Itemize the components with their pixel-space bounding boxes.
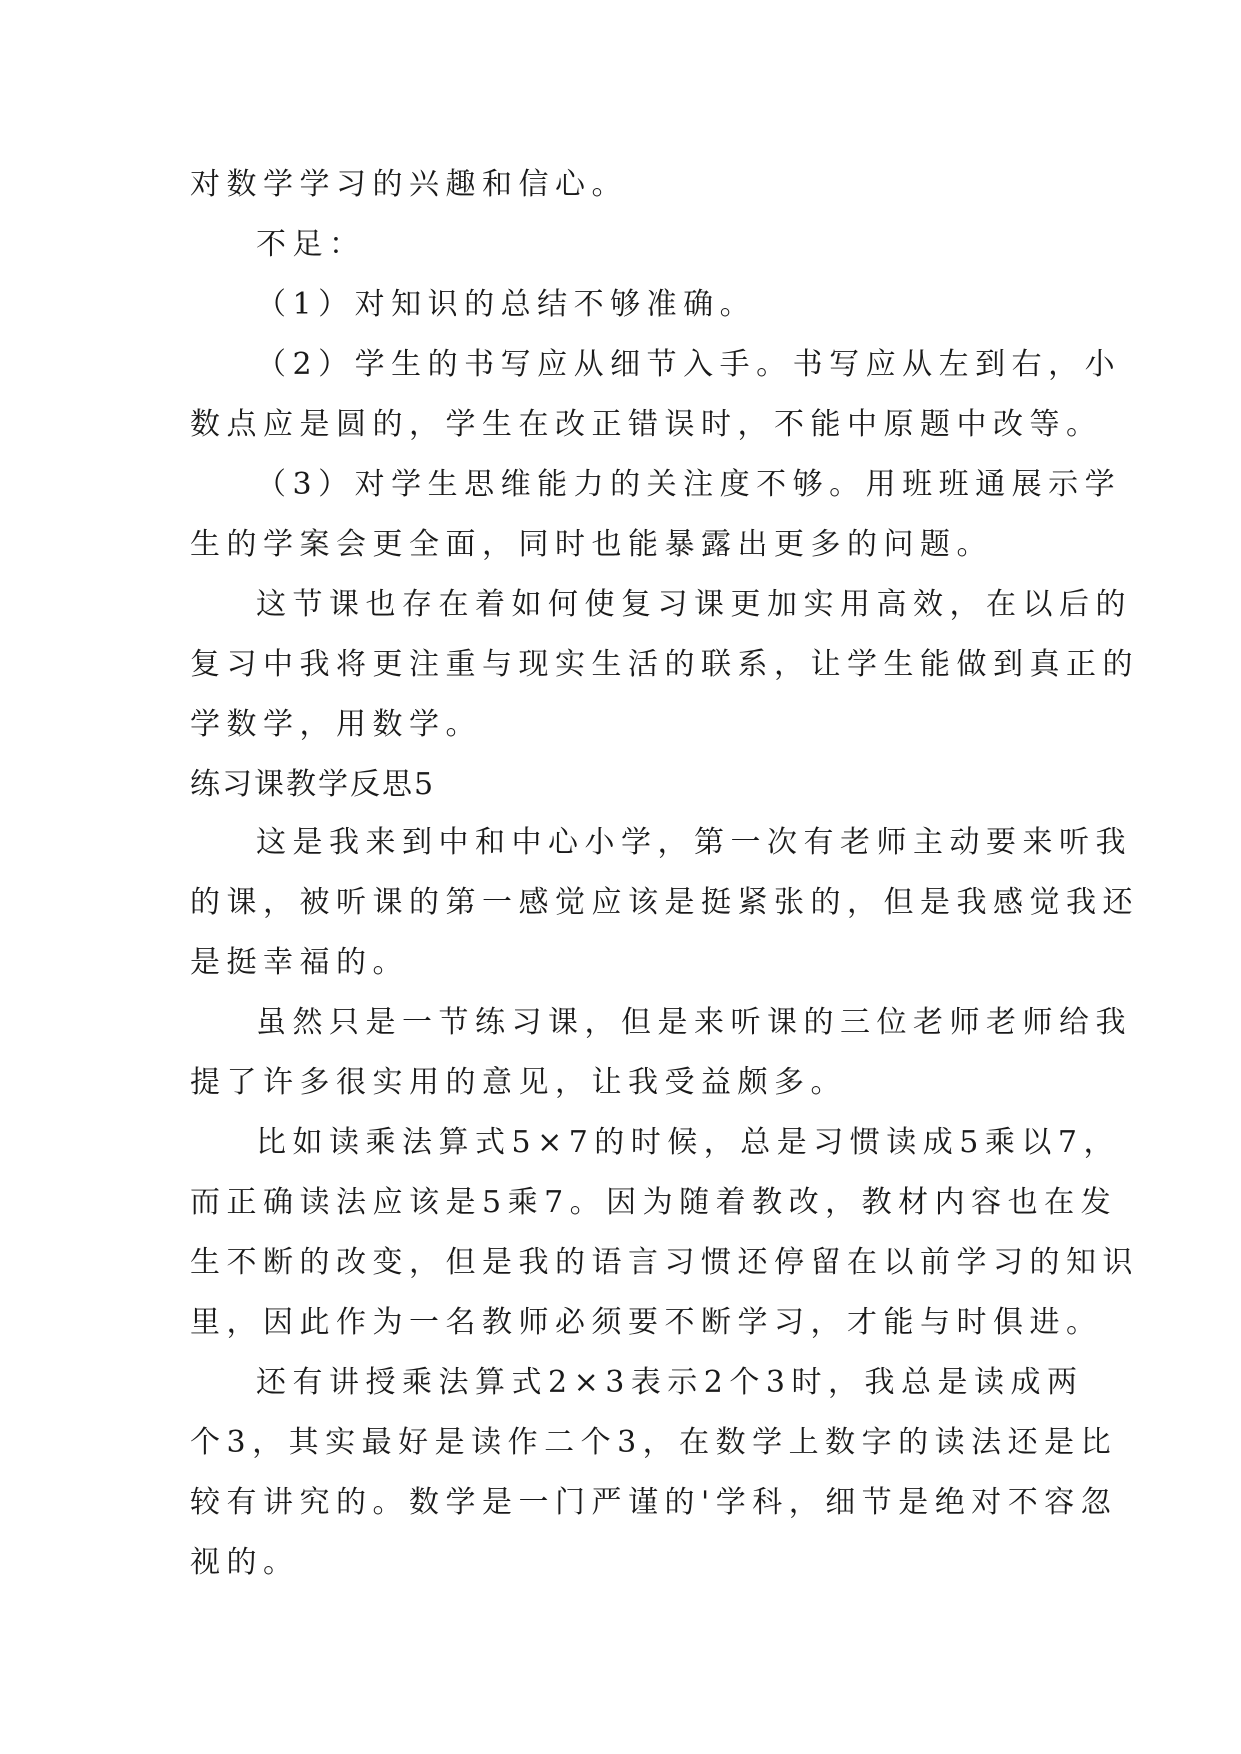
text-line: 提了许多很实用的意见，让我受益颇多。: [190, 1065, 847, 1100]
section-heading: 练习课教学反思5: [190, 767, 436, 802]
text-line: 这节课也存在着如何使复习课更加实用高效，在以后的: [256, 587, 1132, 622]
text-line: 比如读乘法算式5×7的时候，总是习惯读成5乘以7，: [256, 1125, 1120, 1160]
text-line: 不足：: [256, 227, 366, 262]
text-line: 里，因此作为一名教师必须要不断学习，才能与时俱进。: [190, 1305, 1103, 1340]
text-line: （3）对学生思维能力的关注度不够。用班班通展示学: [256, 467, 1122, 502]
text-line: （2）学生的书写应从细节入手。书写应从左到右，小: [256, 347, 1122, 382]
text-line: 而正确读法应该是5乘7。因为随着教改，教材内容也在发: [190, 1185, 1118, 1220]
text-line: 个3，其实最好是读作二个3，在数学上数字的读法还是比: [190, 1425, 1118, 1460]
text-line: 复习中我将更注重与现实生活的联系，让学生能做到真正的: [190, 647, 1139, 682]
text-line: 这是我来到中和中心小学，第一次有老师主动要来听我: [256, 825, 1132, 860]
text-line: 较有讲究的。数学是一门严谨的'学科，细节是绝对不容忽: [190, 1485, 1118, 1520]
text-line: 虽然只是一节练习课，但是来听课的三位老师老师给我: [256, 1005, 1132, 1040]
text-line: 视的。: [190, 1545, 300, 1580]
text-line: 对数学学习的兴趣和信心。: [190, 167, 628, 202]
text-line: 生不断的改变，但是我的语言习惯还停留在以前学习的知识: [190, 1245, 1139, 1280]
text-line: 的课，被听课的第一感觉应该是挺紧张的，但是我感觉我还: [190, 885, 1139, 920]
text-line: 生的学案会更全面，同时也能暴露出更多的问题。: [190, 527, 993, 562]
text-line: 学数学，用数学。: [190, 707, 482, 742]
text-line: （1）对知识的总结不够准确。: [256, 287, 757, 322]
text-line: 数点应是圆的，学生在改正错误时，不能中原题中改等。: [190, 407, 1103, 442]
text-line: 是挺幸福的。: [190, 945, 409, 980]
text-line: 还有讲授乘法算式2×3表示2个3时，我总是读成两: [256, 1365, 1084, 1400]
